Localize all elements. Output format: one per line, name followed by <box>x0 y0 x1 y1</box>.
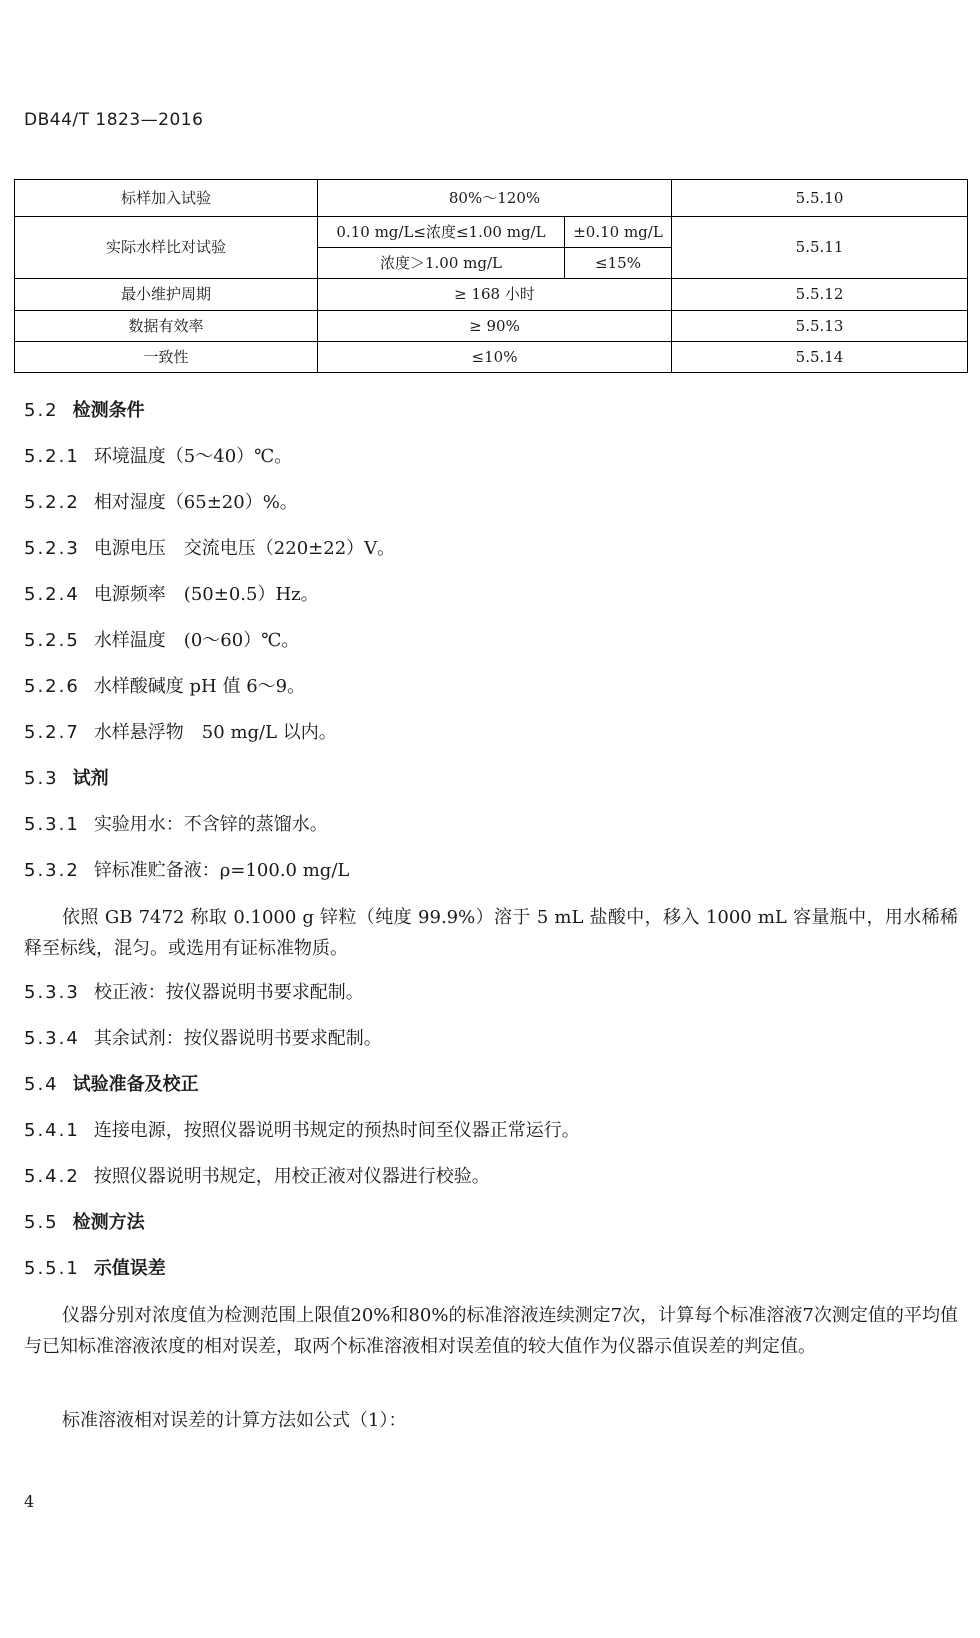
clause-5-2-3: 5.2.3 电源电压 交流电压（220±22）V。 <box>24 538 396 559</box>
table-cell-clause: 5.5.14 <box>672 342 968 373</box>
table-cell-clause: 5.5.13 <box>672 311 968 342</box>
table-cell-value: ≥ 90% <box>318 311 672 342</box>
section-heading-5-2: 5.2 检测条件 <box>24 400 145 421</box>
table-cell-item: 一致性 <box>15 342 318 373</box>
table-cell-condition: 浓度＞1.00 mg/L <box>318 248 565 279</box>
clause-5-4-2: 5.4.2 按照仪器说明书规定，用校正液对仪器进行校验。 <box>24 1166 490 1187</box>
clause-5-3-1: 5.3.1 实验用水：不含锌的蒸馏水。 <box>24 814 328 835</box>
section-heading-5-5: 5.5 检测方法 <box>24 1212 145 1233</box>
clause-5-2-1: 5.2.1 环境温度（5～40）℃。 <box>24 446 293 467</box>
paragraph-5-3-2: 依照 GB 7472 称取 0.1000 g 锌粒（纯度 99.9%）溶于 5 mL 盐酸中，移入 1000 mL 容量瓶中，用水稀稀释至标线，混匀。或选用有证标准物质。 <box>24 907 958 959</box>
table-cell-clause: 5.5.11 <box>672 217 968 279</box>
clause-5-2-4: 5.2.4 电源频率 (50±0.5）Hz。 <box>24 584 319 605</box>
paragraph-formula-intro: 标准溶液相对误差的计算方法如公式（1）： <box>62 1410 407 1431</box>
table-cell-value: ±0.10 mg/L <box>565 217 672 248</box>
spec-table <box>14 179 968 373</box>
table-row <box>15 342 968 373</box>
table-cell-clause: 5.5.10 <box>672 180 968 217</box>
section-heading-5-5-1: 5.5.1 示值误差 <box>24 1258 166 1279</box>
table-row <box>15 311 968 342</box>
table-cell-item: 数据有效率 <box>15 311 318 342</box>
table-row <box>15 180 968 217</box>
document-header: DB44/T 1823—2016 <box>24 110 204 130</box>
section-heading-5-4: 5.4 试验准备及校正 <box>24 1074 199 1095</box>
section-heading-5-3: 5.3 试剂 <box>24 768 109 789</box>
clause-5-3-3: 5.3.3 校正液：按仪器说明书要求配制。 <box>24 982 364 1003</box>
table-cell-item: 实际水样比对试验 <box>15 217 318 279</box>
table-cell-value: ≤10% <box>318 342 672 373</box>
table-cell-item: 最小维护周期 <box>15 279 318 311</box>
table-cell-value: ≥ 168 小时 <box>318 279 672 311</box>
clause-5-2-2: 5.2.2 相对湿度（65±20）%。 <box>24 492 298 513</box>
table-cell-item: 标样加入试验 <box>15 180 318 217</box>
clause-5-2-6: 5.2.6 水样酸碱度 pH 值 6～9。 <box>24 676 306 697</box>
page-number: 4 <box>24 1492 35 1511</box>
clause-5-3-4: 5.3.4 其余试剂：按仪器说明书要求配制。 <box>24 1028 382 1049</box>
clause-5-2-5: 5.2.5 水样温度 (0～60）℃。 <box>24 630 300 651</box>
table-cell-condition: 0.10 mg/L≤浓度≤1.00 mg/L <box>318 217 565 248</box>
table-cell-clause: 5.5.12 <box>672 279 968 311</box>
paragraph-5-5-1: 仪器分别对浓度值为检测范围上限值20%和80%的标准溶液连续测定7次，计算每个标准溶液7次测定值的平均值与已知标准溶液浓度的相对误差，取两个标准溶液相对误差值的较大值作为仪器示值误差的判定值。 <box>24 1305 958 1357</box>
clause-5-2-7: 5.2.7 水样悬浮物 50 mg/L 以内。 <box>24 722 337 743</box>
clause-5-3-2: 5.3.2 锌标准贮备液：ρ=100.0 mg/L <box>24 860 350 881</box>
table-cell-value: ≤15% <box>565 248 672 279</box>
table-row <box>15 279 968 311</box>
table-cell-value: 80%～120% <box>318 180 672 217</box>
clause-5-4-1: 5.4.1 连接电源，按照仪器说明书规定的预热时间至仪器正常运行。 <box>24 1120 580 1141</box>
table-row <box>15 217 968 248</box>
